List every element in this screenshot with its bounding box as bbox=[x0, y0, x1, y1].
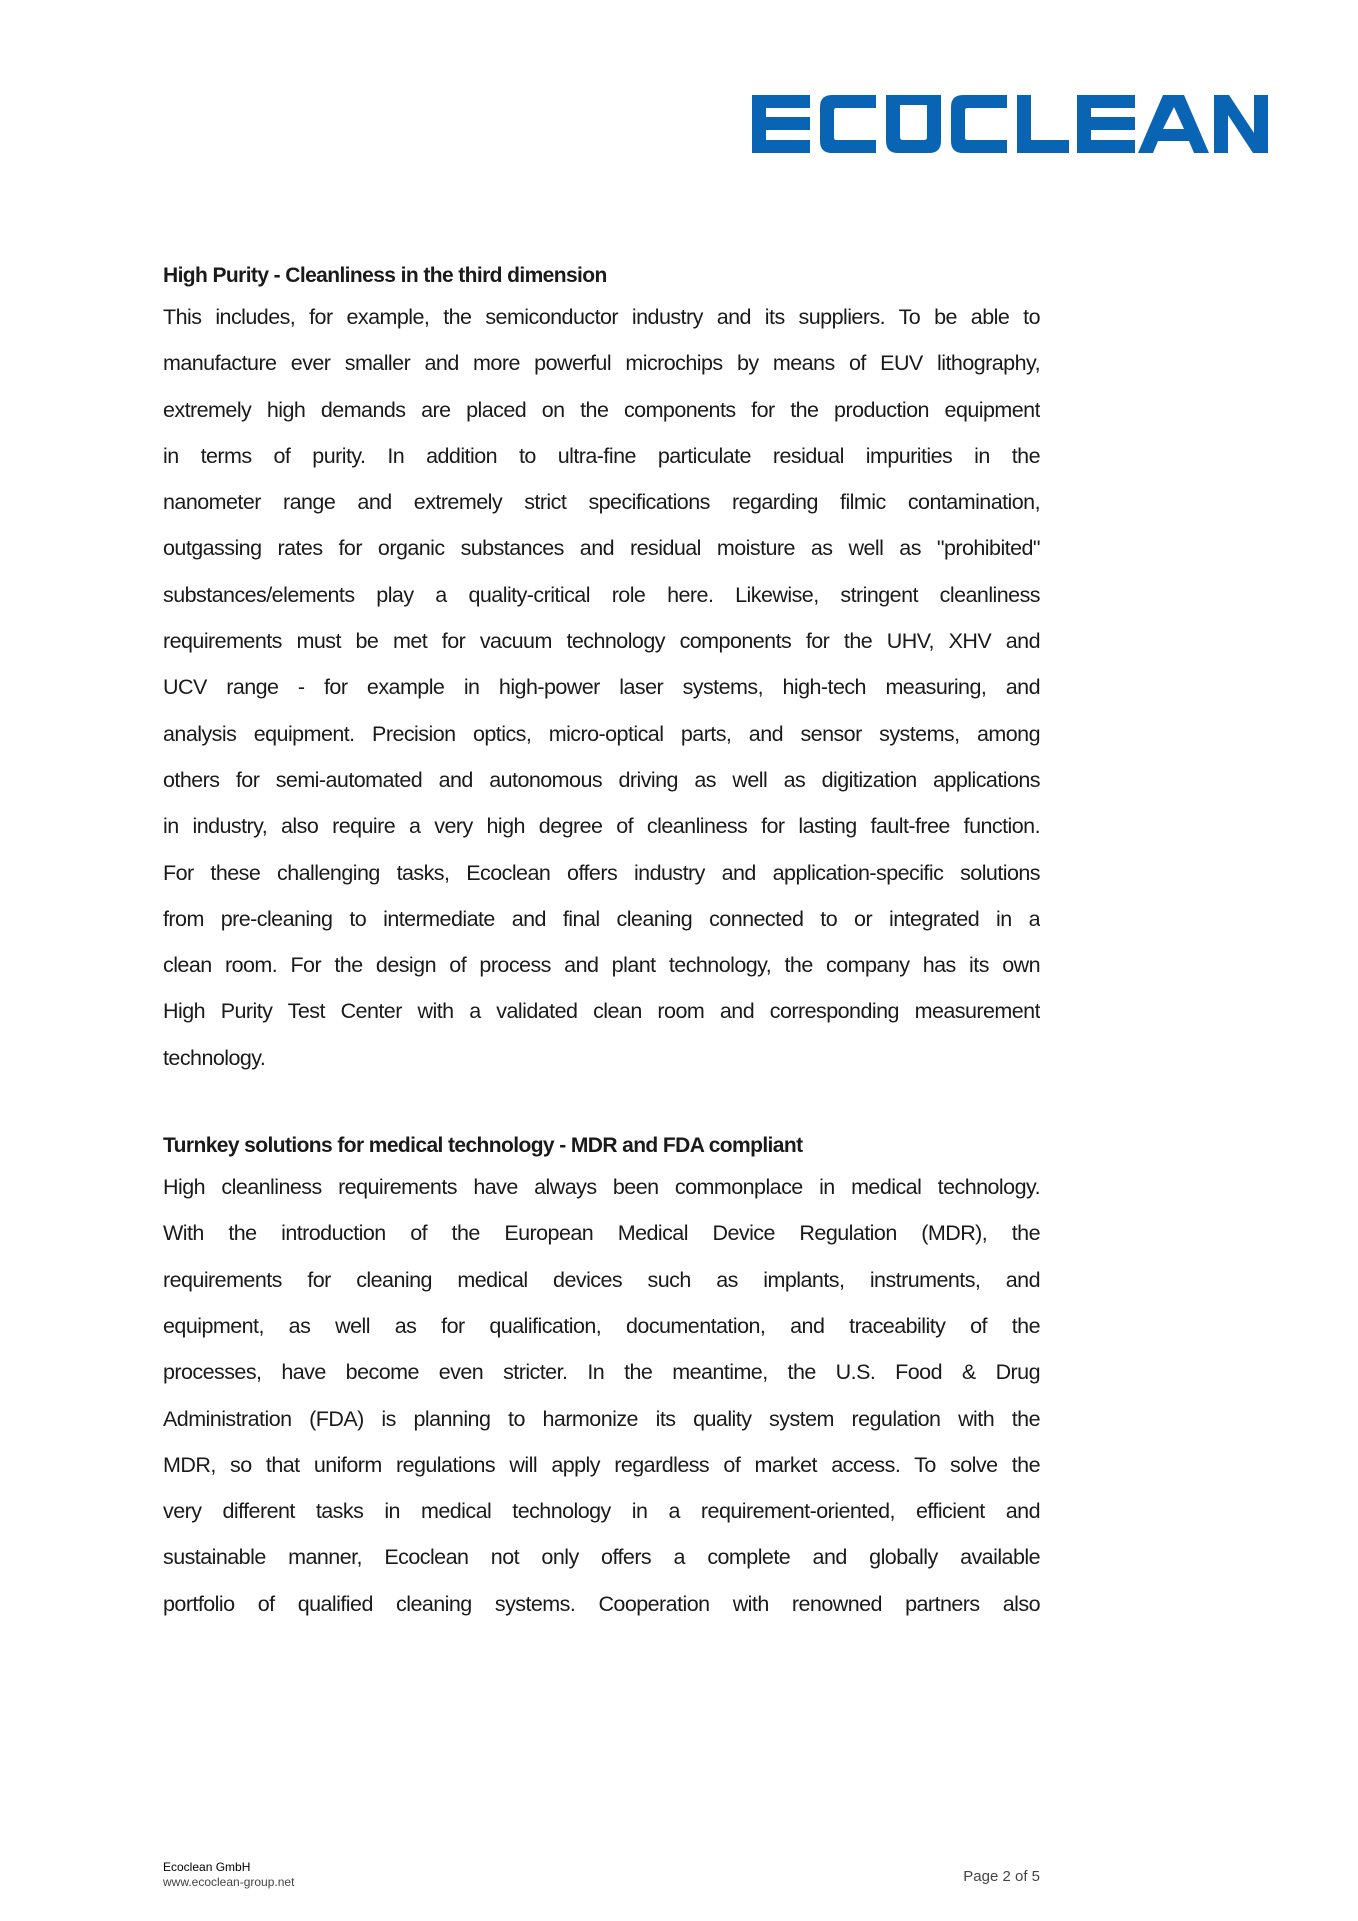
text-line: sustainable manner, Ecoclean not only offers a complete and globally available bbox=[163, 1545, 1040, 1570]
text-line: For these challenging tasks, Ecoclean offers industry and application-specific solutions bbox=[163, 860, 1040, 885]
text-line: equipment, as well as for qualification, documentation, and traceability of the bbox=[163, 1313, 1040, 1338]
text-line: High Purity Test Center with a validated clean room and corresponding measurement bbox=[163, 999, 1040, 1024]
text-line: portfolio of qualified cleaning systems. Cooperation with renowned partners also bbox=[163, 1591, 1040, 1616]
ecoclean-logo bbox=[752, 95, 1268, 153]
section-heading-medical-technology: Turnkey solutions for medical technology - MDR and FDA compliant bbox=[163, 1134, 803, 1158]
text-line: With the introduction of the European Medical Device Regulation (MDR), the bbox=[163, 1221, 1040, 1246]
text-line: High cleanliness requirements have always been commonplace in medical technology. bbox=[163, 1175, 1040, 1200]
text-line: in terms of purity. In addition to ultra-fine particulate residual impurities in the bbox=[163, 443, 1040, 468]
paragraph-medical-technology bbox=[163, 1164, 1040, 1627]
paragraph-high-purity bbox=[163, 294, 1040, 1081]
text-line: clean room. For the design of process and plant technology, the company has its own bbox=[163, 953, 1040, 978]
text-line: requirements must be met for vacuum technology components for the UHV, XHV and bbox=[163, 629, 1040, 654]
text-line: requirements for cleaning medical devices such as implants, instruments, and bbox=[163, 1267, 1040, 1292]
text-line: in industry, also require a very high degree of cleanliness for lasting fault-free function. bbox=[163, 814, 1040, 839]
text-line: manufacture ever smaller and more powerful microchips by means of EUV lithography, bbox=[163, 351, 1040, 376]
text-line: substances/elements play a quality-critical role here. Likewise, stringent cleanliness bbox=[163, 582, 1040, 607]
footer-company-name: Ecoclean GmbH bbox=[163, 1860, 251, 1874]
text-line: technology. bbox=[163, 1045, 266, 1070]
text-line: very different tasks in medical technology in a requirement-oriented, efficient and bbox=[163, 1499, 1040, 1524]
text-line: others for semi-automated and autonomous driving as well as digitization applications bbox=[163, 767, 1040, 792]
text-line: MDR, so that uniform regulations will apply regardless of market access. To solve the bbox=[163, 1452, 1040, 1477]
text-line: extremely high demands are placed on the components for the production equipment bbox=[163, 397, 1040, 422]
footer-company-info bbox=[163, 1860, 294, 1890]
text-line: processes, have become even stricter. In the meantime, the U.S. Food & Drug bbox=[163, 1360, 1040, 1385]
text-line: Administration (FDA) is planning to harmonize its quality system regulation with the bbox=[163, 1406, 1040, 1431]
text-line: outgassing rates for organic substances and residual moisture as well as "prohibited" bbox=[163, 536, 1040, 561]
page-number: Page 2 of 5 bbox=[963, 1868, 1040, 1885]
text-line: nanometer range and extremely strict specifications regarding filmic contamination, bbox=[163, 490, 1040, 515]
text-line: from pre-cleaning to intermediate and final cleaning connected to or integrated in a bbox=[163, 906, 1040, 931]
text-line: analysis equipment. Precision optics, micro-optical parts, and sensor systems, among bbox=[163, 721, 1040, 746]
text-line: UCV range - for example in high-power laser systems, high-tech measuring, and bbox=[163, 675, 1040, 700]
document-body bbox=[163, 258, 1040, 1627]
section-heading-high-purity: High Purity - Cleanliness in the third dimension bbox=[163, 264, 607, 287]
text-line: This includes, for example, the semiconductor industry and its suppliers. To be able to bbox=[163, 305, 1040, 329]
footer-website-link[interactable]: www.ecoclean-group.net bbox=[163, 1875, 295, 1889]
